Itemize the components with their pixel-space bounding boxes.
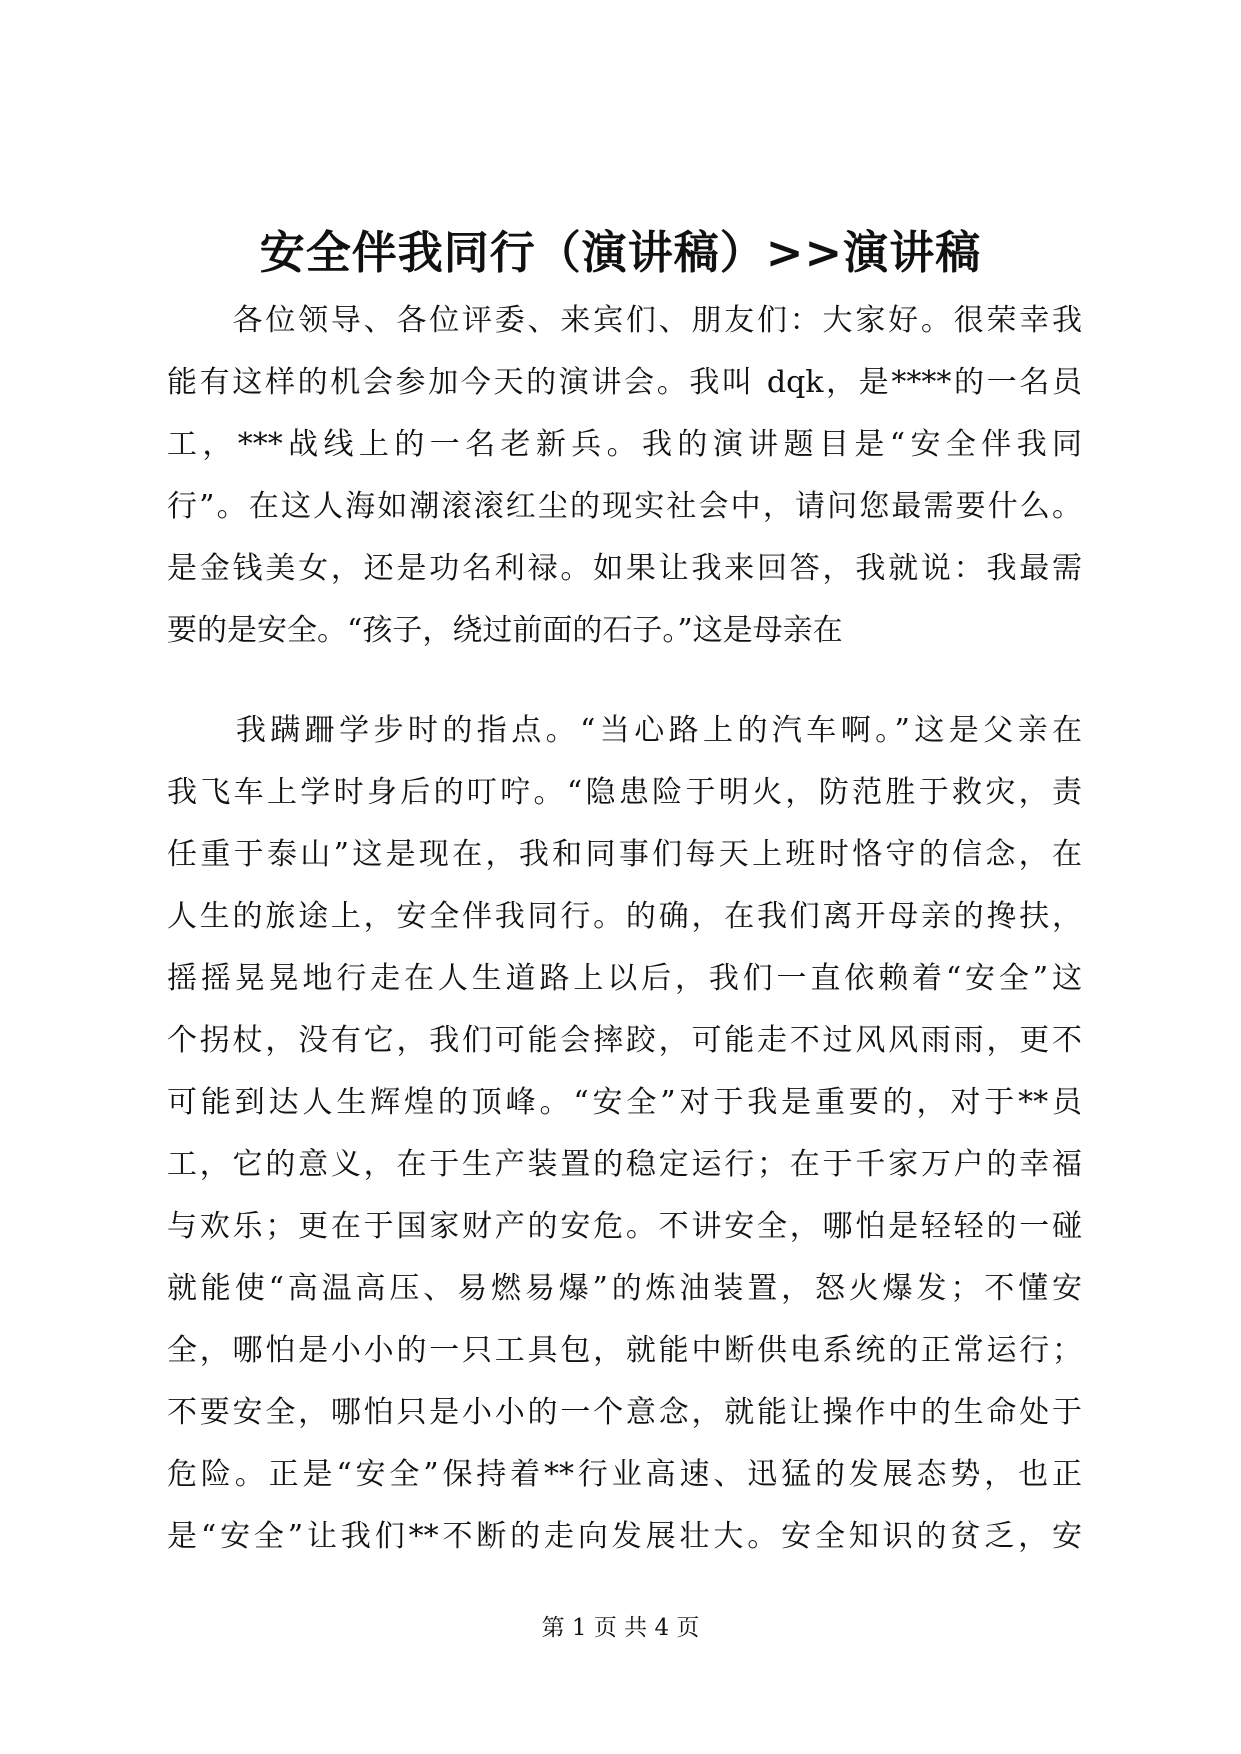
body-line: 要的是安全。“孩子，绕过前面的石子。”这是母亲在 <box>167 613 843 648</box>
body-line: 能有这样的机会参加今天的演讲会。我叫 dqk，是****的一名员 <box>167 365 1082 400</box>
body-line: 可能到达人生辉煌的顶峰。“安全”对于我是重要的，对于**员 <box>167 1085 1082 1120</box>
body-line: 各位领导、各位评委、来宾们、朋友们：大家好。很荣幸我 <box>167 303 1082 338</box>
body-line: 全，哪怕是小小的一只工具包，就能中断供电系统的正常运行； <box>167 1333 1082 1368</box>
body-line: 工，它的意义，在于生产装置的稳定运行；在于千家万户的幸福 <box>167 1147 1082 1182</box>
body-line: 危险。正是“安全”保持着**行业高速、迅猛的发展态势，也正 <box>167 1457 1082 1492</box>
body-line: 是金钱美女，还是功名利禄。如果让我来回答，我就说：我最需 <box>167 551 1082 586</box>
body-line: 就能使“高温高压、易燃易爆”的炼油装置，怒火爆发；不懂安 <box>167 1271 1082 1306</box>
body-line: 摇摇晃晃地行走在人生道路上以后，我们一直依赖着“安全”这 <box>167 961 1082 996</box>
body-line: 我蹒跚学步时的指点。“当心路上的汽车啊。”这是父亲在 <box>167 713 1082 748</box>
body-line: 工，***战线上的一名老新兵。我的演讲题目是“安全伴我同 <box>167 427 1082 462</box>
body-line: 不要安全，哪怕只是小小的一个意念，就能让操作中的生命处于 <box>167 1395 1082 1430</box>
body-line: 是“安全”让我们**不断的走向发展壮大。安全知识的贫乏，安 <box>167 1519 1082 1554</box>
document-body <box>167 290 1082 1568</box>
body-line: 任重于泰山”这是现在，我和同事们每天上班时恪守的信念，在 <box>167 837 1082 872</box>
body-line: 行”。在这人海如潮滚滚红尘的现实社会中，请问您最需要什么。 <box>167 489 1082 524</box>
body-line: 人生的旅途上，安全伴我同行。的确，在我们离开母亲的搀扶， <box>167 899 1082 934</box>
body-line: 我飞车上学时身后的叮咛。“隐患险于明火，防范胜于救灾，责 <box>167 775 1082 810</box>
document-title: 安全伴我同行（演讲稿）>>演讲稿 <box>259 226 982 279</box>
body-line: 个拐杖，没有它，我们可能会摔跤，可能走不过风风雨雨，更不 <box>167 1023 1082 1058</box>
page-number-footer: 第 1 页 共 4 页 <box>541 1615 700 1641</box>
body-line: 与欢乐；更在于国家财产的安危。不讲安全，哪怕是轻轻的一碰 <box>167 1209 1082 1244</box>
